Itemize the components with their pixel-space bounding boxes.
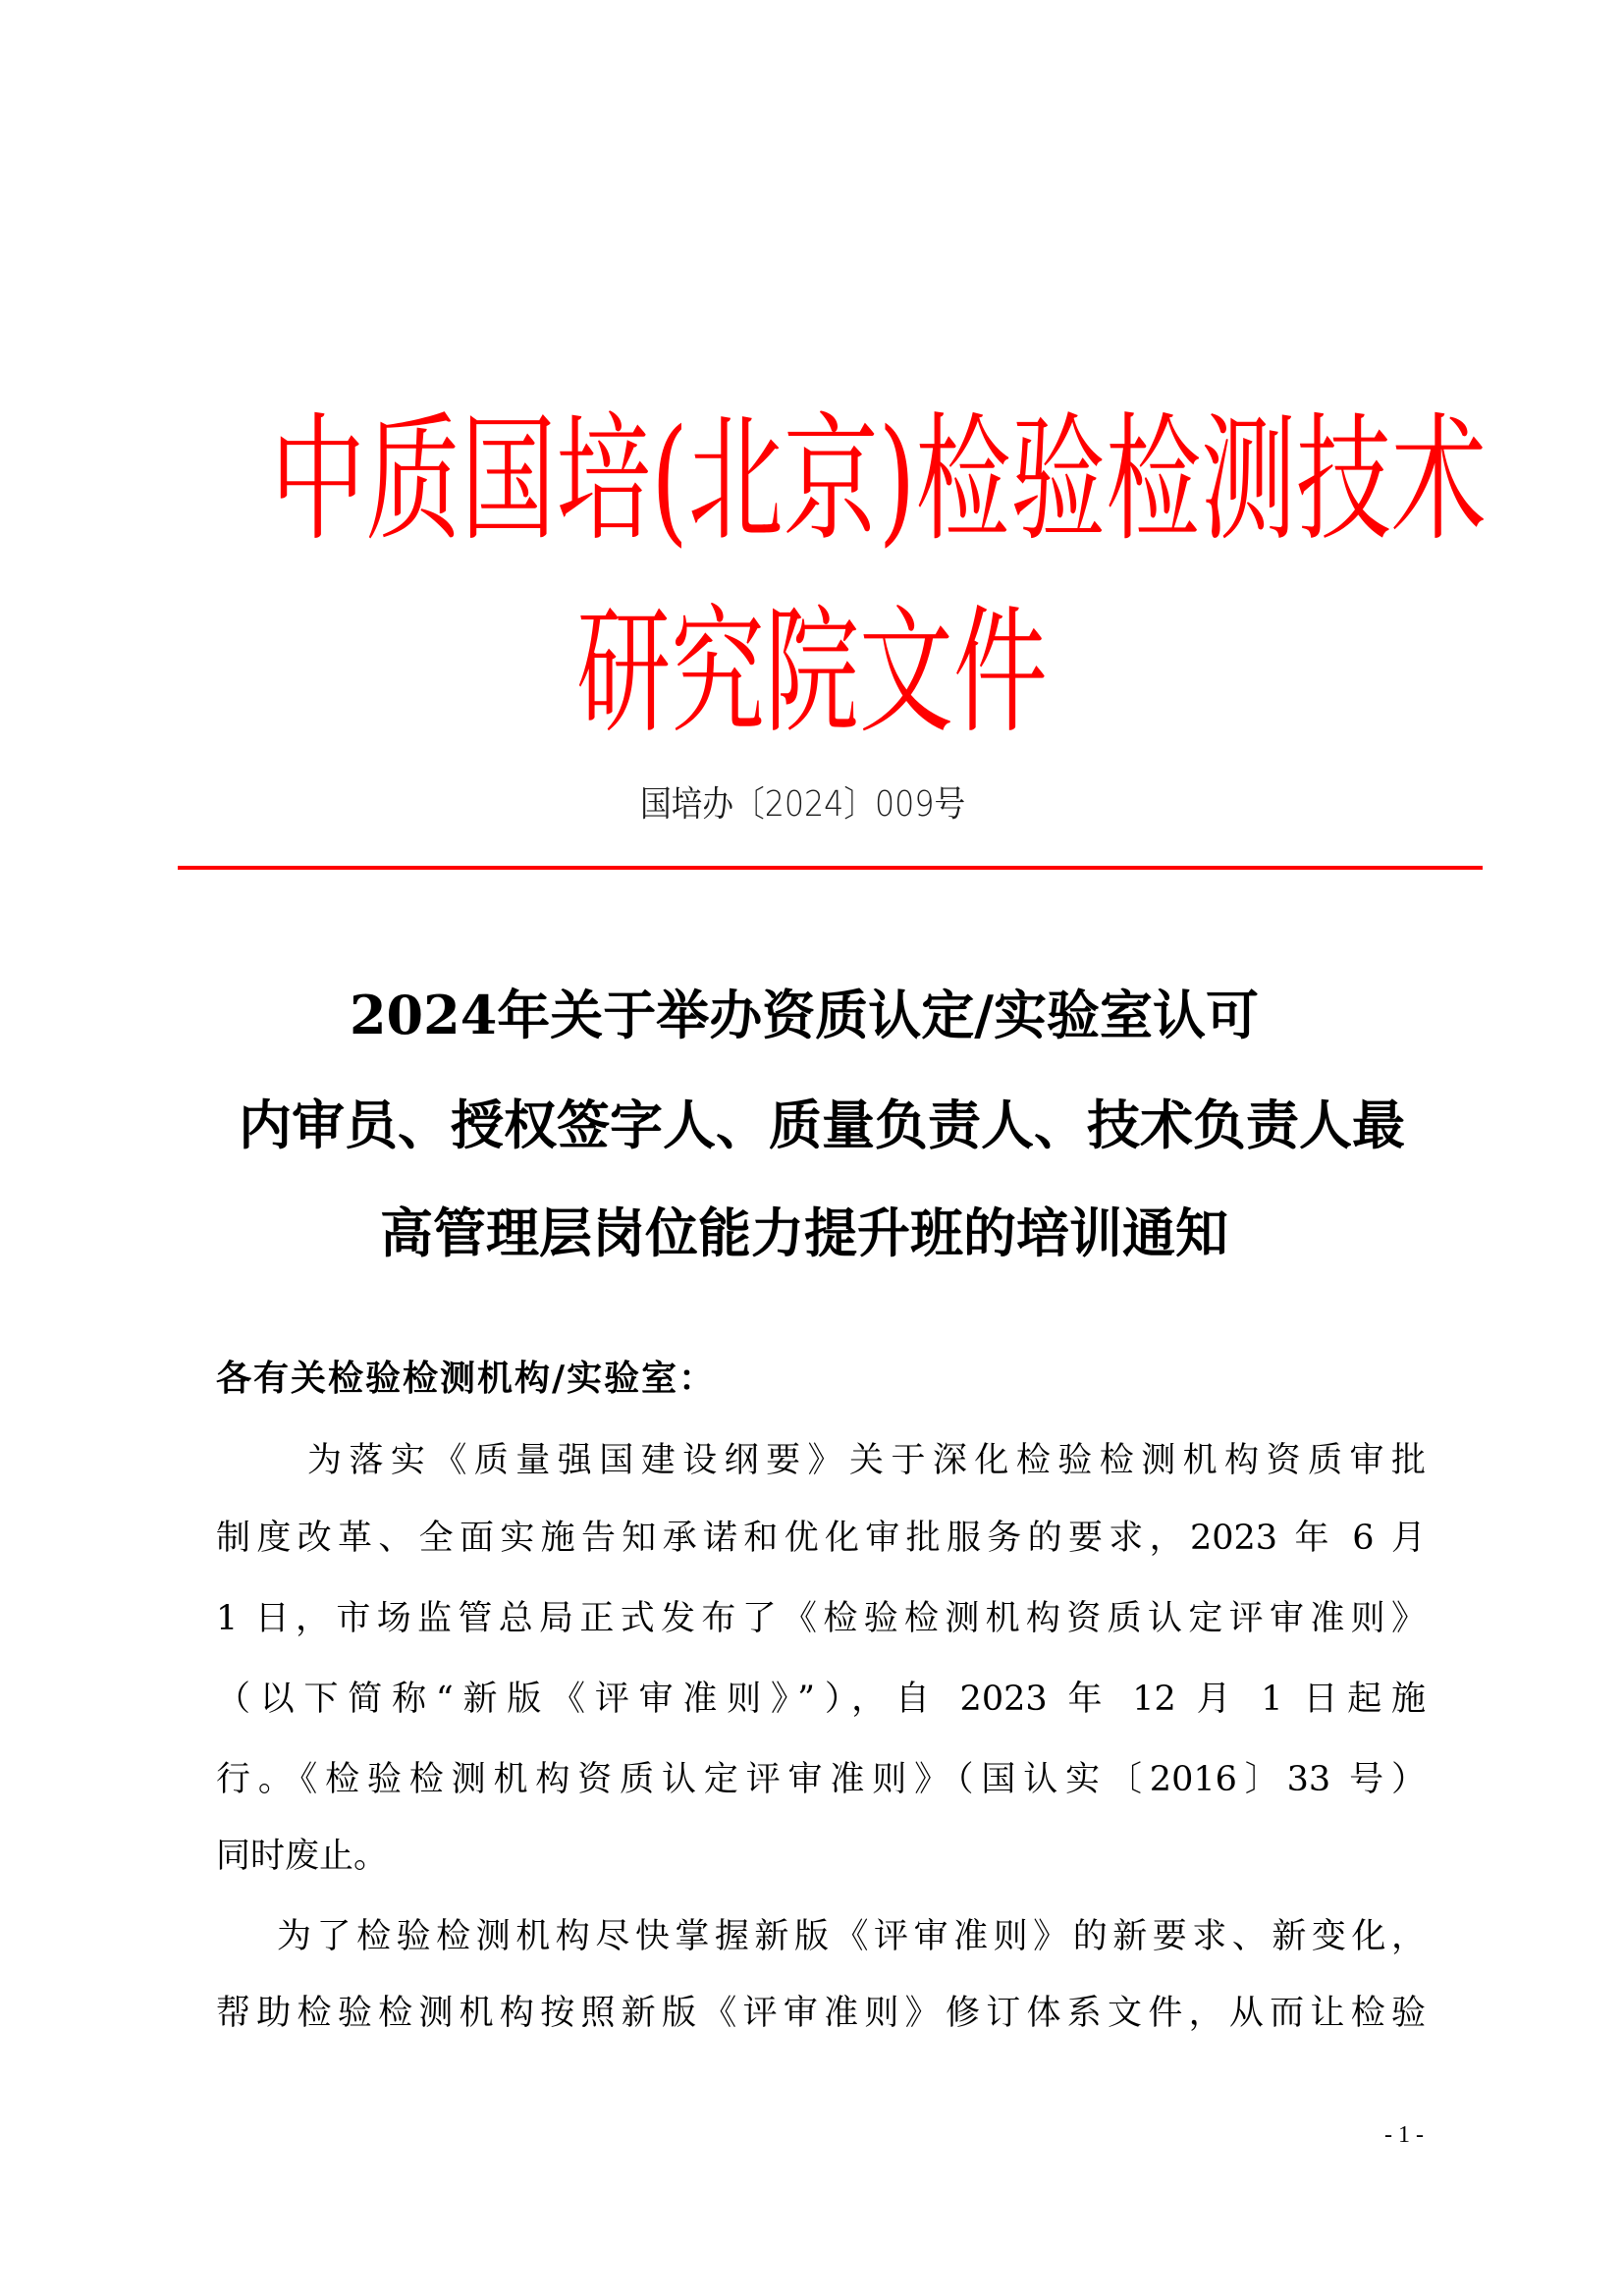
body-paragraph1-line6: 同时废止。 (216, 1837, 389, 1876)
page-number: - 1 - (1384, 2122, 1424, 2148)
body-paragraph1-line1: 为落实《质量强国建设纲要》关于深化检验检测机构资质审批 (307, 1441, 1426, 1480)
masthead-title-line2-text: 研究院文件 (576, 593, 1048, 753)
notice-title-line2: 内审员、授权签字人、质量负责人、技术负责人最 (239, 1094, 1405, 1156)
masthead-title-line1-text: 中质国培(北京)检验检测技术 (270, 400, 1487, 561)
body-paragraph1-line5: 行。《检验检测机构资质认定评审准则》（国认实〔2016〕33 号） (216, 1760, 1426, 1799)
masthead-title-line2 (0, 593, 1624, 753)
body-paragraph1-line4: （以下简称“新版《评审准则》”），自 2023 年 12 月 1 日起施 (216, 1680, 1426, 1719)
body-paragraph2-line1: 为了检验检测机构尽快掌握新版《评审准则》的新要求、新变化， (277, 1917, 1426, 1956)
document-number (640, 781, 1009, 828)
notice-title-line3: 高管理层岗位能力提升班的培训通知 (380, 1201, 1228, 1264)
red-separator-rule (178, 866, 1483, 870)
document-number-text: 国培办〔2024〕009号 (640, 784, 966, 825)
notice-title-line1: 2024年关于举办资质认定/实验室认可 (349, 984, 1259, 1046)
body-paragraph2-line2: 帮助检验检测机构按照新版《评审准则》修订体系文件，从而让检验 (216, 1994, 1426, 2033)
body-paragraph1-line2: 制度改革、全面实施告知承诺和优化审批服务的要求，2023 年 6 月 (216, 1519, 1426, 1558)
body-paragraph1-line3: 1 日，市场监管总局正式发布了《检验检测机构资质认定评审准则》 (216, 1599, 1426, 1638)
salutation: 各有关检验检测机构/实验室： (216, 1359, 717, 1399)
masthead-title-line1 (0, 400, 1624, 561)
